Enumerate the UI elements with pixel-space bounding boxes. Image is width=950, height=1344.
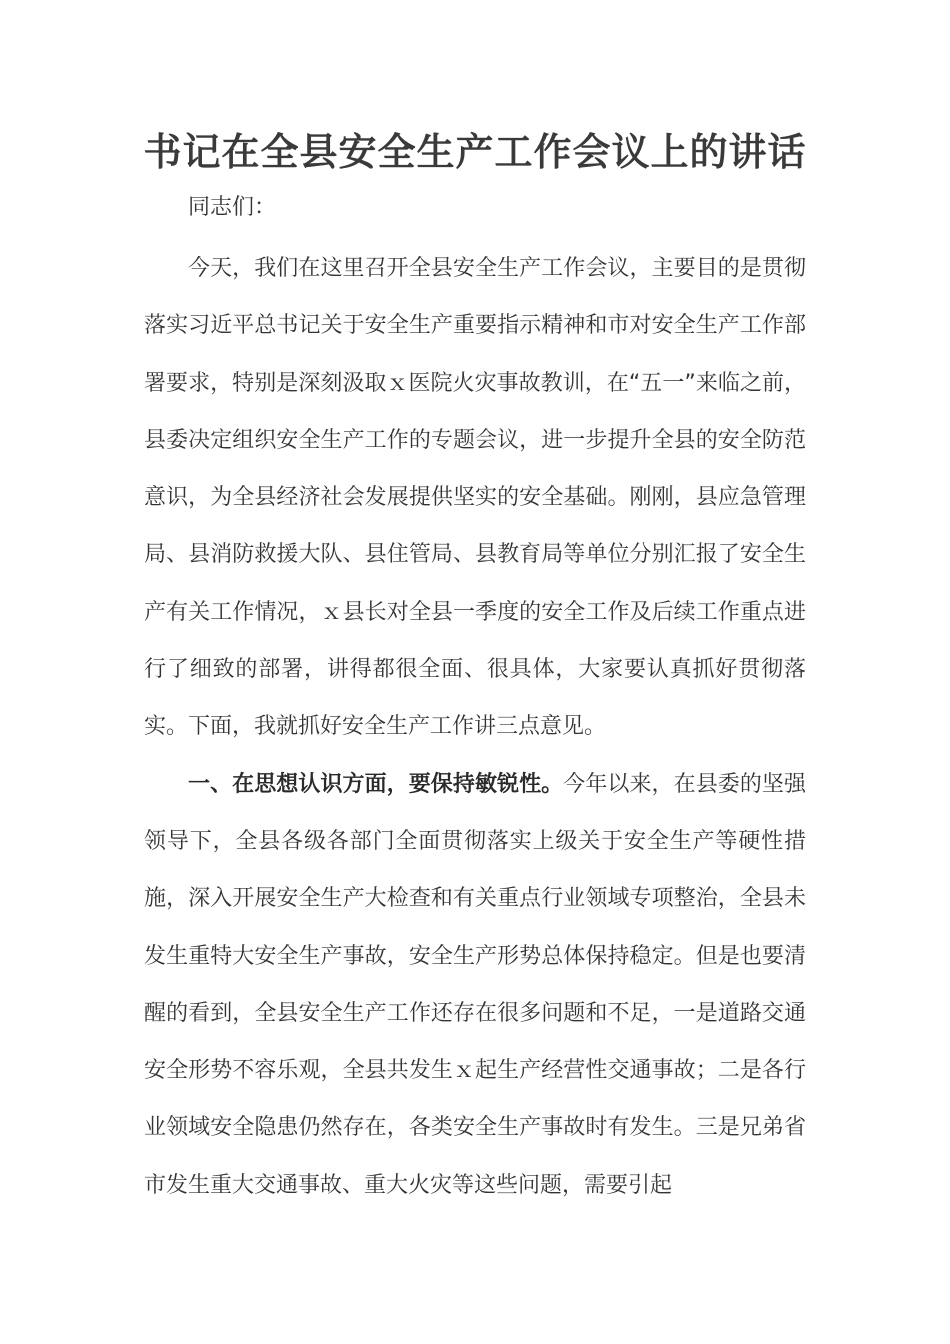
greeting: 同志们： (188, 195, 277, 220)
paragraph-section-one (144, 756, 806, 1214)
section-heading: 一、在思想认识方面，要保持敏锐性。 (188, 771, 564, 797)
paragraph-text: 今天，我们在这里召开全县安全生产工作会议，主要目的是贯彻落实习近平总书记关于安全生产重要指示精神和市对安全生产工作部署要求，特别是深刻汲取ｘ医院火灾事故教训，在“五一”来临之前，县委决定组织安全生产工作的专题会议，进一步提升全县的安全防范意识，为全县经济社会发展提供坚实的安全基础。刚刚，县应急管理局、县消防救援大队、县住管局、县教育局等单位分别汇报了安全生产有关工作情况，ｘ县长对全县一季度的安全工作及后续工作重点进行了细致的部署，讲得都很全面、很具体，大家要认真抓好贯彻落实。下面，我就抓好安全生产工作讲三点意见。 (144, 256, 806, 740)
document-body (144, 190, 806, 1214)
paragraph-opening (144, 240, 806, 756)
document-title: 书记在全县安全生产工作会议上的讲话 (143, 130, 807, 174)
paragraph-text: 今年以来，在县委的坚强领导下，全县各级各部门全面贯彻落实上级关于安全生产等硬性措施，深入开展安全生产大检查和有关重点行业领域专项整治，全县未发生重特大安全生产事故，安全生产形势总体保持稳定。但是也要清醒的看到，全县安全生产工作还存在很多问题和不足，一是道路交通安全形势不容乐观，全县共发生ｘ起生产经营性交通事故；二是各行业领域安全隐患仍然存在，各类安全生产事故时有发生。三是兄弟省市发生重大交通事故、重大火灾等这些问题，需要引起 (144, 771, 806, 1198)
